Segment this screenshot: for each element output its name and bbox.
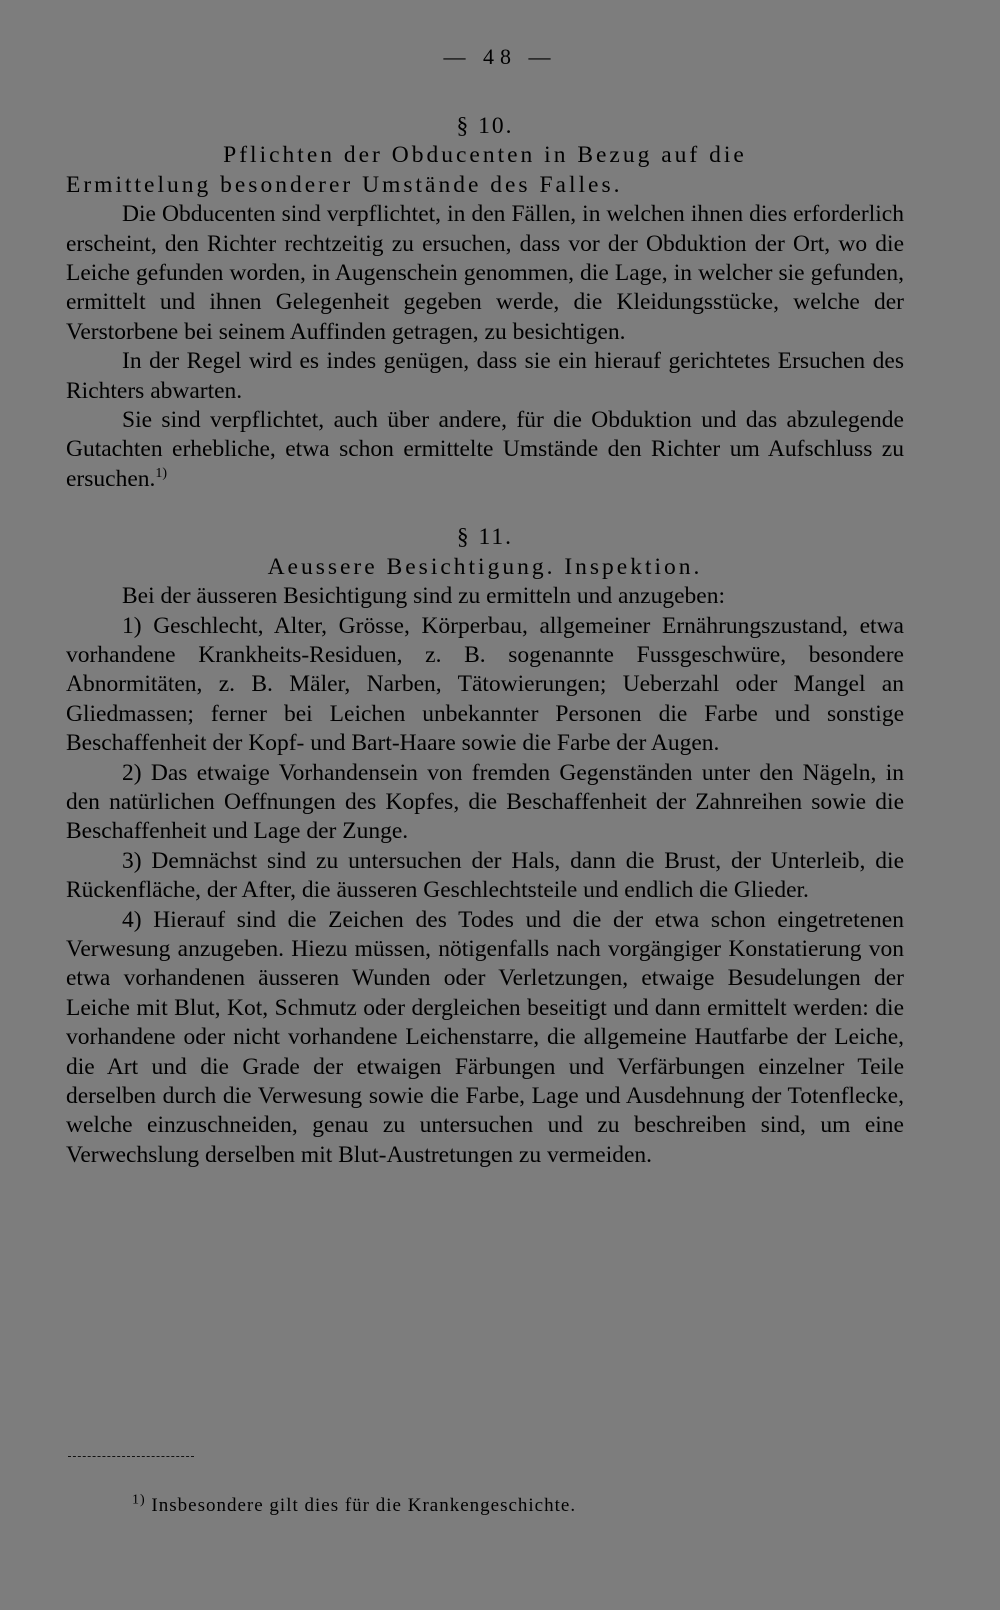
page-number: — 48 — — [443, 44, 557, 69]
footnote-divider — [68, 1456, 194, 1457]
section-11-item-4: 4) Hierauf sind die Zeichen des Todes und die der etwa schon eingetretenen Verwesung anzugeben. Hiezu müssen, nötigenfalls nach vorgängiger Konstatierung von etwa vorhandenen äusseren Wunden oder Verletzungen, etwaige Besudelungen der Leiche mit Blut, Kot, Schmutz oder dergleichen beseitigt und dann ermittelt werden: die vorhandene oder nicht vorhandene Leichenstarre, die allgemeine Hautfarbe der Leiche, die Art und die Grade der etwaigen Färbungen und Verfärbungen einzelner Teile derselben durch die Verwesung sowie die Farbe, Lage und Ausdehnung der Totenflecke, welche einzuschneiden, genau zu untersuchen und zu beschreiben sind, um eine Verwechslung derselben mit Blut-Austretungen zu vermeiden. — [66, 906, 904, 1168]
section-gap — [66, 494, 904, 523]
section-11-item-1: 1) Geschlecht, Alter, Grösse, Körperbau, allgemeiner Ernährungszustand, etwa vorhandene Krankheits-Residuen, z. B. sogenannte Fussgeschwüre, besondere Abnormitäten, z. B. Mäler, Narben, Tätowierungen; Ueberzahl oder Mangel an Gliedmassen; ferner bei Leichen unbekannter Personen die Farbe und sonstige Beschaffenheit der Kopf- und Bart-Haare sowie die Farbe der Augen. — [66, 612, 904, 757]
section-10-paragraph-3 — [66, 406, 904, 494]
footnote-mark: 1) — [132, 1492, 146, 1508]
section-10-paragraph-1: Die Obducenten sind verpflichtet, in den Fällen, in welchen ihnen dies erforderlich erscheint, den Richter rechtzeitig zu ersuchen, dass vor der Obduktion der Ort, wo die Leiche gefunden worden, in Augenschein genommen, die Lage, in welcher sie gefunden, ermittelt und ihnen Gelegenheit gegeben werde, die Kleidungsstücke, welche der Verstorbene bei seinem Auffinden getragen, zu besichtigen. — [66, 201, 904, 345]
main-text — [66, 112, 904, 1170]
section-10-title-line1: Pflichten der Obducenten in Bezug auf die — [223, 142, 747, 169]
section-10-heading: § 10. — [456, 113, 514, 139]
section-11-title: Aeussere Besichtigung. Inspektion. — [267, 553, 703, 580]
footnote — [132, 1492, 577, 1517]
footnote-text: Insbesondere gilt dies für die Krankengeschichte. — [145, 1495, 577, 1516]
section-11-intro: Bei der äusseren Besichtigung sind zu ermitteln und anzugeben: — [122, 583, 726, 610]
section-11-heading: § 11. — [456, 524, 514, 551]
section-10-title-line2: Ermittelung besonderer Umstände des Falles. — [66, 171, 623, 198]
section-11-item-2: 2) Das etwaige Vorhandensein von fremden Gegenständen unter den Nägeln, in den natürlichen Oeffnungen des Kopfes, die Beschaffenheit der Zahnreihen sowie die Beschaffenheit und Lage der Zunge. — [66, 759, 904, 845]
section-10-paragraph-3-text: Sie sind verpflichtet, auch über andere, für die Obduktion und das abzulegende Gutachten erhebliche, etwa schon ermittelte Umstände den Richter um Aufschluss zu ersuchen. — [66, 407, 904, 492]
footnote-reference: 1) — [155, 466, 168, 482]
section-10-paragraph-2: In der Regel wird es indes genügen, dass sie ein hierauf gerichtetes Ersuchen des Richters abwarten. — [66, 348, 904, 404]
section-11-item-3: 3) Demnächst sind zu untersuchen der Hals, dann die Brust, der Unterleib, die Rückenfläche, der After, die äusseren Geschlechtsteile und endlich die Glieder. — [66, 847, 904, 904]
